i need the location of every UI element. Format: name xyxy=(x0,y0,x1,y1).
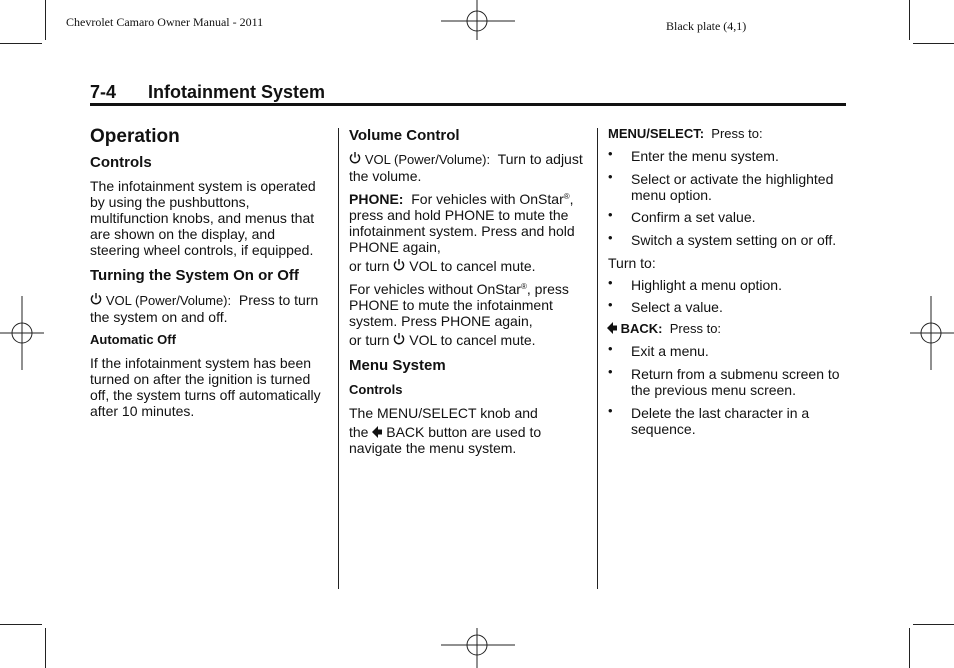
power-icon xyxy=(393,332,405,345)
page-title: Operation xyxy=(90,126,180,147)
plate-label: Black plate (4,1) xyxy=(666,19,747,33)
registration-target-icon xyxy=(0,296,44,370)
crop-mark xyxy=(45,628,46,668)
bullet: • xyxy=(608,169,613,184)
bullet: • xyxy=(608,403,613,418)
list-item xyxy=(608,299,848,315)
vol-text: Press to turn the system on and off. xyxy=(90,292,319,325)
subheading-automatic-off: Automatic Off xyxy=(90,332,176,347)
registered-mark: ® xyxy=(520,282,527,291)
section-title: Infotainment System xyxy=(148,82,326,102)
crop-mark xyxy=(913,624,954,625)
running-header-title: Chevrolet Camaro Owner Manual - 2011 xyxy=(66,15,264,29)
vol-paragraph xyxy=(90,292,328,325)
cancel-mute-text: VOL to cancel mute. xyxy=(409,258,536,274)
registration-target-icon xyxy=(910,296,954,370)
cancel-mute-line xyxy=(349,332,585,348)
auto-off-paragraph: If the infotainment system has been turned on after the ignition is turned off, the system turns off automatically after 10 minutes. xyxy=(90,355,321,419)
bullet: • xyxy=(608,146,613,161)
subheading-controls: Controls xyxy=(90,154,152,171)
bullet: • xyxy=(608,207,613,222)
list-item xyxy=(608,209,848,225)
or-turn-text: or turn xyxy=(349,258,390,274)
back-line xyxy=(608,321,848,337)
press-to-text: Press to: xyxy=(669,321,722,336)
menu-text: the xyxy=(349,424,369,440)
menu-text: BACK button are used to xyxy=(386,424,542,440)
volume-paragraph xyxy=(349,151,585,184)
column-2 xyxy=(349,127,585,456)
bullet: • xyxy=(608,230,613,245)
crop-mark xyxy=(0,43,42,44)
phone-label: PHONE: xyxy=(349,191,404,207)
menu-text: The MENU/SELECT knob and xyxy=(349,405,538,421)
without-onstar-paragraph xyxy=(349,281,585,329)
back-arrow-icon xyxy=(607,322,617,334)
press-to-text: Press to: xyxy=(711,126,763,141)
power-icon xyxy=(349,151,361,164)
or-turn-text: or turn xyxy=(349,332,390,348)
list-item xyxy=(608,343,848,359)
subheading-volume-control: Volume Control xyxy=(349,127,460,144)
list-item xyxy=(608,171,848,203)
page-number: 7-4 xyxy=(90,82,117,102)
list-item-text: Return from a submenu screen to the previous menu screen. xyxy=(631,366,840,398)
subheading-turning-on-off: Turning the System On or Off xyxy=(90,267,299,284)
vol-text: Turn to adjust the volume. xyxy=(349,151,583,184)
menu-text: navigate the menu system. xyxy=(349,440,517,456)
column-3 xyxy=(608,126,848,437)
list-item xyxy=(608,405,848,437)
subheading-menu-system: Menu System xyxy=(349,357,446,374)
vol-label: VOL (Power/Volume): xyxy=(105,293,232,308)
section-header xyxy=(90,80,846,106)
bullet: • xyxy=(608,364,613,379)
phone-paragraph xyxy=(349,191,585,255)
list-item xyxy=(608,232,848,248)
power-icon xyxy=(90,292,102,305)
crop-mark xyxy=(0,624,42,625)
phone-text: , press and hold PHONE to mute the infotainment system. Press and hold PHONE again, xyxy=(349,191,575,255)
registration-target-icon xyxy=(441,624,515,668)
registration-target-icon xyxy=(441,0,515,44)
controls-paragraph: The infotainment system is operated by using the pushbuttons, multifunction knobs, and menus that are shown on the display, and steering wheel controls, if equipped. xyxy=(90,178,316,258)
list-item-text: Switch a system setting on or off. xyxy=(631,232,837,248)
turn-to-line: Turn to: xyxy=(608,255,656,271)
turn-list xyxy=(608,277,848,315)
list-item xyxy=(608,366,848,398)
list-item-text: Highlight a menu option. xyxy=(631,277,782,293)
crop-mark xyxy=(45,0,46,40)
phone-text: For vehicles with OnStar xyxy=(411,191,564,207)
list-item-text: Delete the last character in a sequence. xyxy=(631,405,810,437)
list-item-text: Confirm a set value. xyxy=(631,209,756,225)
back-arrow-icon xyxy=(372,426,382,438)
list-item-text: Exit a menu. xyxy=(631,343,709,359)
column-divider xyxy=(597,128,598,589)
cancel-mute-line xyxy=(349,258,585,274)
bullet: • xyxy=(608,297,613,312)
menu-select-line xyxy=(608,126,848,142)
list-item xyxy=(608,148,848,164)
list-item xyxy=(608,277,848,293)
without-text: , press PHONE to mute the infotainment system. Press PHONE again, xyxy=(349,281,569,329)
crop-mark xyxy=(909,0,910,40)
vol-label: VOL (Power/Volume): xyxy=(364,152,491,167)
bullet: • xyxy=(608,341,613,356)
list-item-text: Select or activate the highlighted menu option. xyxy=(631,171,834,203)
menu-select-label: MENU/SELECT: xyxy=(608,126,705,141)
menu-paragraph xyxy=(349,405,585,456)
without-text: For vehicles without OnStar xyxy=(349,281,521,297)
list-item-text: Select a value. xyxy=(631,299,723,315)
subheading-controls: Controls xyxy=(349,382,403,397)
bullet: • xyxy=(608,275,613,290)
crop-mark xyxy=(909,628,910,668)
column-1 xyxy=(90,126,328,419)
back-label: BACK: xyxy=(620,321,663,336)
back-list xyxy=(608,343,848,437)
press-list xyxy=(608,148,848,248)
registered-mark: ® xyxy=(563,192,570,201)
column-divider xyxy=(338,128,339,589)
power-icon xyxy=(393,258,405,271)
list-item-text: Enter the menu system. xyxy=(631,148,779,164)
cancel-mute-text: VOL to cancel mute. xyxy=(409,332,536,348)
crop-mark xyxy=(913,43,954,44)
